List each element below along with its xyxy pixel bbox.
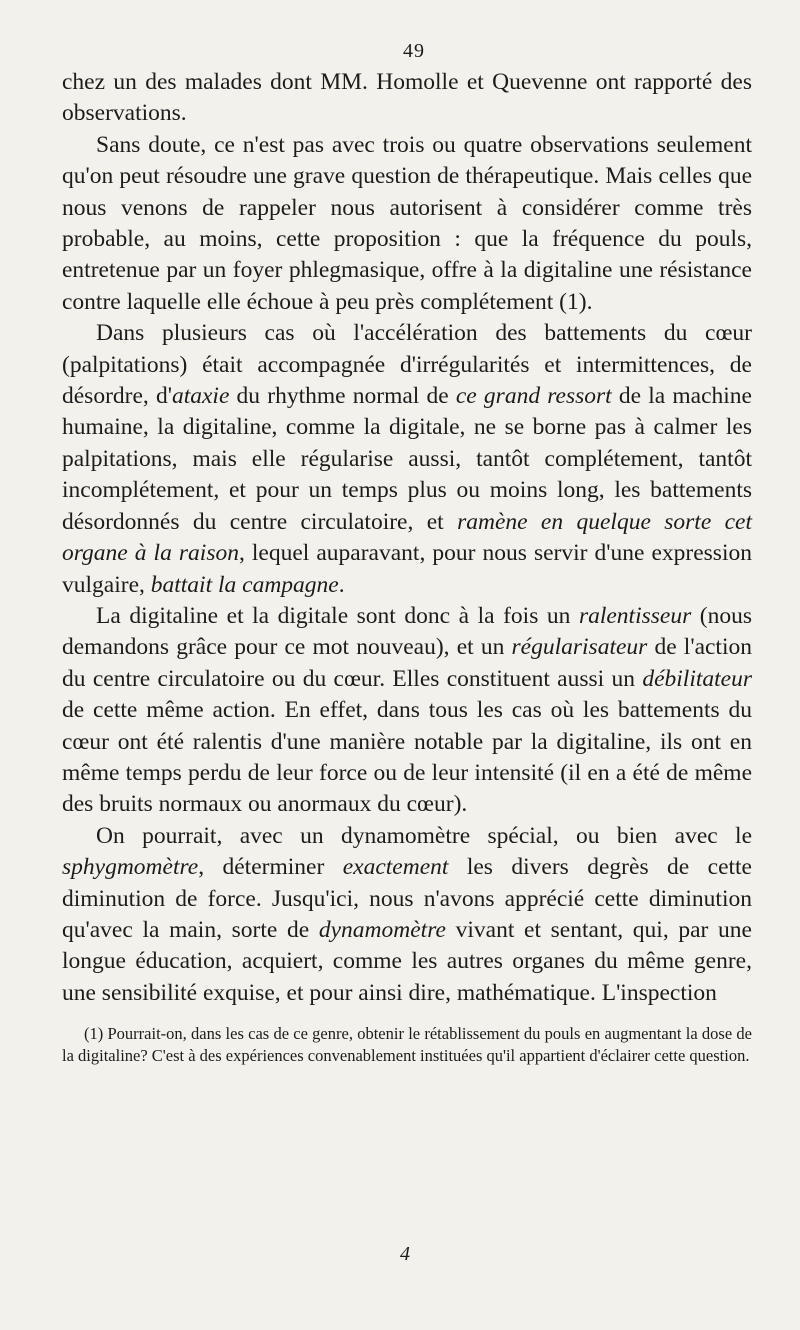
italic-text: ce grand ressort: [455, 383, 612, 410]
book-page: [62, 40, 752, 1310]
italic-text: sphygmomètre: [62, 854, 199, 881]
text-run: , lequel auparavant, pour nous servir d'une expression vulgaire,: [62, 540, 752, 598]
signature-mark: 4: [400, 1243, 410, 1265]
text-run: de cette même action. En effet, dans tous les cas où les battements du cœur ont été ralentis d'une manière notable par la digitaline, ils ont en même temps perdu de leur force ou de leur intensité (il en a été de même des bruits normaux ou anormaux du cœur).: [62, 697, 752, 818]
paragraph: [62, 318, 752, 601]
italic-text: exactement: [342, 854, 449, 881]
paragraph: [62, 130, 752, 318]
text-run: de l'action du centre circulatoire ou du cœur. Elles constituent aussi un: [62, 634, 752, 692]
text-run: Dans plusieurs cas où l'accélération des battements du cœur (palpitations) était accompagnée d'irrégularités et intermittences, de désordre, d': [62, 320, 752, 410]
text-run: de la machine humaine, la digitaline, comme la digitale, ne se borne pas à calmer les palpitations, mais elle régularise aussi, tantôt complétement, tantôt incomplétement, et pour un temps plus ou moins long, les battements désordonnés du centre circulatoire, et: [62, 383, 752, 535]
text-run: La digitaline et la digitale sont donc à la fois un: [96, 602, 579, 629]
footnote: (1) Pourrait-on, dans les cas de ce genre, obtenir le rétablissement du pouls en augmentant la dose de la digitaline? C'est à des expériences convenablement instituées qu'il appartient d'éclairer cette question.: [62, 1024, 752, 1066]
italic-text: dynamomètre: [318, 916, 446, 943]
italic-text: débilitateur: [642, 665, 752, 692]
text-run: chez un des malades dont MM. Homolle et Quevenne ont rapporté des observations.: [62, 69, 752, 127]
paragraph: [62, 821, 752, 1009]
text-run: .: [338, 571, 345, 598]
text-run: On pourrait, avec un dynamomètre spécial, ou bien avec le: [96, 822, 752, 849]
text-run: les divers degrès de cette diminution de force. Jusqu'ici, nous n'avons apprécié cette diminution qu'avec la main, sorte de: [62, 854, 752, 943]
paragraph: [62, 67, 752, 130]
page-number: 49: [403, 40, 425, 62]
italic-text: battait la campagne: [150, 571, 339, 598]
italic-text: ramène en quelque sorte cet organe à la raison: [62, 508, 753, 567]
paragraph: [62, 601, 752, 821]
text-run: (nous demandons grâce pour ce mot nouveau), et un: [62, 602, 752, 661]
text-run: du rhythme normal de: [229, 383, 456, 410]
body-text: [62, 67, 752, 1009]
italic-text: ataxie: [171, 383, 230, 410]
italic-text: régularisateur: [511, 634, 648, 661]
text-run: , déterminer: [198, 854, 343, 881]
italic-text: ralentisseur: [578, 602, 692, 629]
text-run: Sans doute, ce n'est pas avec trois ou quatre observations seulement qu'on peut résoudre une grave question de thérapeutique. Mais celles que nous venons de rappeler nous autorisent à considérer comme très probable, au moins, cette proposition : que la fréquence du pouls, entretenue par un foyer phlegmasique, offre à la digitaline une résistance contre laquelle elle échoue à peu près complétement (1).: [62, 131, 752, 315]
text-run: vivant et sentant, qui, par une longue éducation, acquiert, comme les autres organes du même genre, une sensibilité exquise, et pour ainsi dire, mathématique. L'inspection: [62, 916, 752, 1006]
